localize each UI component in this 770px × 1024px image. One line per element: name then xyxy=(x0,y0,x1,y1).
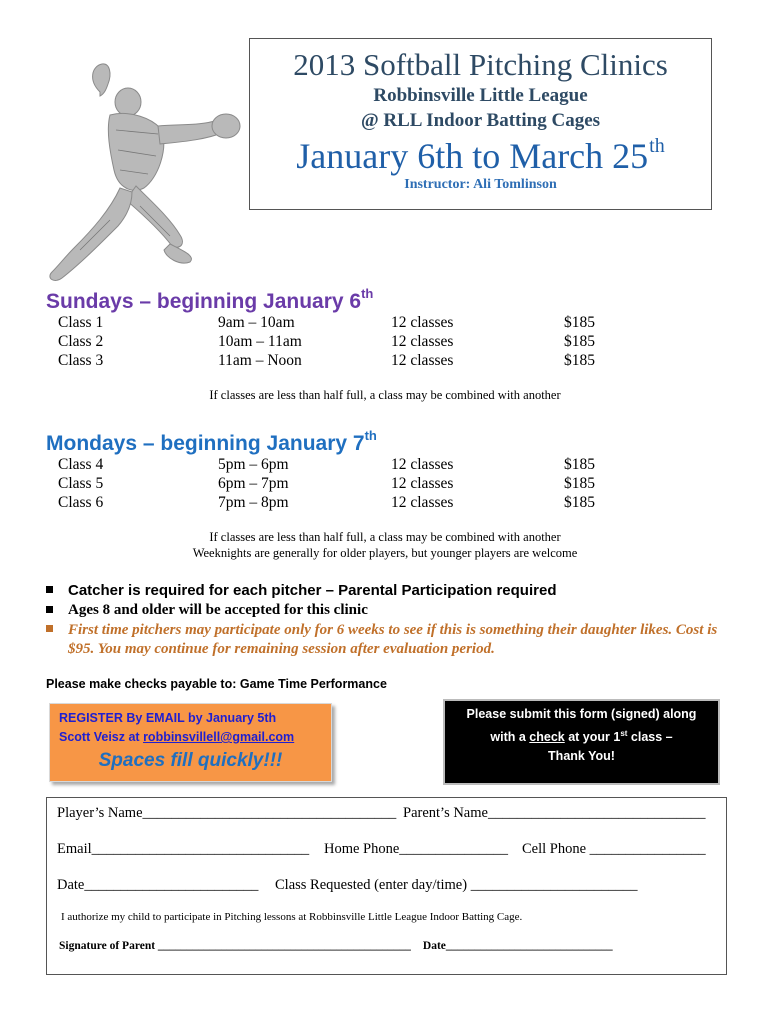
payable-note: Please make checks payable to: Game Time Performance xyxy=(46,677,387,691)
class-time: 7pm – 8pm xyxy=(218,494,289,511)
player-name-field[interactable]: Player’s Name___________________________________ xyxy=(57,805,397,821)
table-row xyxy=(0,475,770,495)
table-row xyxy=(0,352,770,372)
submit-text: at your 1 xyxy=(564,730,621,744)
bullet-text: Catcher is required for each pitcher – Parental Participation required xyxy=(68,582,557,599)
submit-line-2 xyxy=(445,724,718,747)
class-name: Class 4 xyxy=(58,456,104,473)
monday-heading xyxy=(46,428,377,456)
weeknight-note: Weeknights are generally for older players, but younger players are welcome xyxy=(192,546,578,560)
class-price: $185 xyxy=(564,475,595,492)
league-name: Robbinsville Little League xyxy=(373,85,588,106)
class-time: 6pm – 7pm xyxy=(218,475,289,492)
class-price: $185 xyxy=(564,314,595,331)
submit-box xyxy=(443,699,720,785)
clinic-dates xyxy=(250,135,711,177)
class-time: 9am – 10am xyxy=(218,314,295,331)
bullet-icon xyxy=(46,625,53,632)
register-contact-name: Scott Veisz at xyxy=(59,730,144,744)
sunday-heading-text: Sundays – beginning January 6 xyxy=(46,290,362,313)
submit-text: class – xyxy=(627,730,673,744)
class-time: 10am – 11am xyxy=(218,333,302,350)
bullet-text: First time pitchers may participate only for 6 weeks to see if this is something their daughter likes. Cost is $95. You may continue for remaining session after evaluation period. xyxy=(68,622,718,657)
table-row xyxy=(0,333,770,353)
signature-date-field[interactable]: Date_____________________________ xyxy=(422,940,613,952)
instructor: Instructor: Ali Tomlinson xyxy=(404,177,557,192)
bullet-text: Ages 8 and older will be accepted for this clinic xyxy=(68,602,368,618)
submit-line-1: Please submit this form (signed) along xyxy=(466,707,697,721)
class-count: 12 classes xyxy=(391,494,454,511)
clinic-dates-text: January 6th to March 25 xyxy=(296,136,649,176)
signature-field[interactable]: Signature of Parent ____________________________________________ xyxy=(59,940,411,952)
signature-line xyxy=(59,940,613,952)
authorization-statement: I authorize my child to participate in Pitching lessons at Robbinsville Little League Indoor Batting Cage. xyxy=(61,911,523,923)
location: @ RLL Indoor Batting Cages xyxy=(360,110,601,131)
home-phone-field[interactable]: Home Phone_______________ xyxy=(324,841,509,857)
register-contact xyxy=(59,730,294,744)
spaces-fill-quickly: Spaces fill quickly!!! xyxy=(98,750,283,771)
class-price: $185 xyxy=(564,352,595,369)
submit-check-word: check xyxy=(529,730,565,744)
class-time: 11am – Noon xyxy=(218,352,302,369)
class-name: Class 6 xyxy=(58,494,104,511)
pitcher-illustration xyxy=(40,60,250,285)
class-count: 12 classes xyxy=(391,314,454,331)
sunday-note: If classes are less than half full, a class may be combined with another xyxy=(209,388,561,402)
class-count: 12 classes xyxy=(391,333,454,350)
table-row xyxy=(0,494,770,514)
header-box xyxy=(249,38,712,210)
sunday-heading-sup: th xyxy=(361,286,374,301)
class-price: $185 xyxy=(564,494,595,511)
class-name: Class 5 xyxy=(58,475,104,492)
submit-line-3: Thank You! xyxy=(548,749,615,763)
register-email-link[interactable]: robbinsvillell@gmail.com xyxy=(143,730,295,744)
page-title: 2013 Softball Pitching Clinics xyxy=(293,47,668,82)
class-price: $185 xyxy=(564,333,595,350)
date-field[interactable]: Date________________________ xyxy=(57,877,259,893)
register-box xyxy=(49,703,332,782)
parent-name-field[interactable]: Parent’s Name______________________________ xyxy=(403,805,706,821)
class-count: 12 classes xyxy=(391,475,454,492)
cell-phone-field[interactable]: Cell Phone ________________ xyxy=(522,841,706,857)
class-count: 12 classes xyxy=(391,352,454,369)
class-count: 12 classes xyxy=(391,456,454,473)
bullet-icon xyxy=(46,606,53,613)
table-row xyxy=(0,456,770,476)
class-requested-field[interactable]: Class Requested (enter day/time) _______________________ xyxy=(275,877,638,893)
class-price: $185 xyxy=(564,456,595,473)
email-field[interactable]: Email______________________________ xyxy=(57,841,310,857)
registration-form xyxy=(46,797,727,975)
class-time: 5pm – 6pm xyxy=(218,456,289,473)
submit-sup: st xyxy=(620,729,628,738)
monday-heading-sup: th xyxy=(364,428,377,443)
register-deadline: REGISTER By EMAIL by January 5th xyxy=(59,711,277,725)
sunday-heading xyxy=(46,286,373,314)
clinic-dates-sup: th xyxy=(649,135,665,157)
class-name: Class 2 xyxy=(58,333,104,350)
table-row xyxy=(0,314,770,334)
monday-note: If classes are less than half full, a class may be combined with another xyxy=(209,530,561,544)
monday-heading-text: Mondays – beginning January 7 xyxy=(46,432,365,455)
bullet-icon xyxy=(46,586,53,593)
class-name: Class 1 xyxy=(58,314,104,331)
submit-text: with a xyxy=(490,730,530,744)
class-name: Class 3 xyxy=(58,352,104,369)
